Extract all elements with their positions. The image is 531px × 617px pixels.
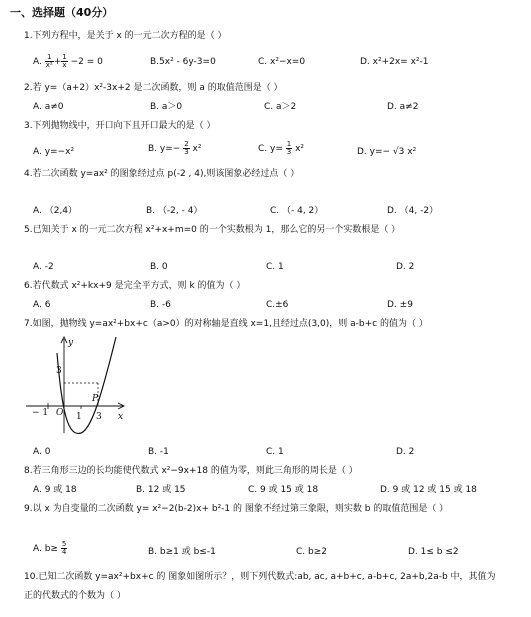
origin-label: O (56, 408, 64, 418)
question-1-option-d: D. x²+2x= x²-1 (360, 57, 429, 67)
question-7-option-a: A. 0 (33, 447, 51, 457)
question-3-option-c (258, 141, 304, 156)
question-5-option-c: C. 1 (266, 262, 284, 272)
question-2-stem: 2.若 y=（a+2）x²-3x+2 是二次函数，则 a 的取值范围是（ ） (24, 83, 283, 93)
question-3-option-b (148, 141, 201, 156)
question-4-option-b: B. （-2, - 4） (146, 206, 203, 216)
question-9-option-b: B. b≥1 或 b≤-1 (148, 547, 216, 557)
question-1-option-b: B.5x² - 6y-3=0 (150, 57, 216, 67)
option-c-prefix: C. y= (258, 144, 283, 154)
question-2-option-d: D. a≠2 (387, 102, 419, 112)
option-a-prefix: A. b≥ (33, 544, 58, 554)
question-1-option-a: A. $\frac{1}{\text{x²}}$ + $\frac{1}{x}$ −2 = 0 (33, 53, 103, 69)
question-6-option-d: D. ±9 (387, 300, 413, 310)
question-2-option-b: B. a＞0 (150, 102, 183, 112)
fraction-5-over-4: $\frac{5}{4}$ (61, 540, 67, 556)
fraction-1-over-x: $\frac{1}{x}$ (62, 53, 67, 69)
question-6-stem: 6.若代数式 x²+kx+9 是完全平方式，则 k 的值为（ ） (24, 281, 246, 291)
question-8-stem: 8.若三角形三边的长均能使代数式 x²−9x+18 的值为零，则此三角形的周长是（ ） (24, 466, 358, 476)
question-7-option-c: C. 1 (266, 447, 284, 457)
question-2-option-c: C. a＞2 (264, 102, 297, 112)
question-8-option-d: D. 9 或 12 或 15 或 18 (380, 485, 477, 495)
question-6-option-c: C.±6 (266, 300, 289, 310)
option-b-suffix: x² (192, 144, 202, 154)
question-8-option-c: C. 9 或 15 或 18 (248, 485, 319, 495)
question-7-option-b: B. -1 (148, 447, 169, 457)
question-9-option-c: C. b≥2 (296, 547, 327, 557)
question-1-stem: 1.下列方程中，是关于 x 的一元二次方程的是（ ） (24, 31, 227, 41)
question-6-option-b: B. -6 (150, 300, 171, 310)
option-c-suffix: x² (295, 144, 305, 154)
parabola-curve (57, 337, 116, 433)
question-9-option-a (33, 541, 67, 556)
question-8-option-a: A. 9 或 18 (33, 485, 77, 495)
x-one-label: 1 (76, 412, 82, 422)
fraction-1-over-x2: $\frac{1}{\text{x²}}$ (45, 53, 53, 69)
question-4-stem: 4.若二次函数 y=ax² 的图象经过点 p(-2 , 4),则该图象必经过点（ ） (24, 169, 300, 179)
y-axis-label: y (68, 338, 74, 348)
section-title: 一、选择题（40分） (10, 6, 114, 19)
question-1-option-c: C. x²−x=0 (258, 57, 306, 67)
question-10-stem-line-1: 10.已知二次函数 y=ax²+bx+c 的 图象如图所示？，则下列代数式:ab, ac, a+b+c, a-b+c, 2a+b,2a-b 中，其值为 (24, 572, 496, 582)
question-9-stem: 9.以 x 为自变量的二次函数 y= x²−2(b-2)x+ b²-1 的 图象不经过第三象限，则实数 b 的取值范围是（ ） (24, 504, 449, 514)
question-3-stem: 3.下列抛物线中，开口向下且开口最大的是（ ） (24, 121, 216, 131)
question-5-option-b: B. 0 (150, 262, 168, 272)
option-a-tail: −2 = 0 (70, 57, 103, 67)
parabola-graph (24, 333, 134, 437)
x-neg-one-label: − 1 (32, 408, 49, 418)
question-6-option-a: A. 6 (33, 300, 51, 310)
question-5-option-a: A. -2 (33, 262, 54, 272)
fraction-2-over-3: $\frac{2}{3}$ (184, 140, 189, 156)
point-p-label: P (92, 394, 99, 404)
question-4-option-d: D. （4, -2） (387, 206, 439, 216)
fraction-1-over-3: $\frac{1}{3}$ (286, 140, 292, 156)
question-5-option-d: D. 2 (396, 262, 415, 272)
question-7-stem: 7.如图，抛物线 y=ax²+bx+c（a>0）的对称轴是直线 x=1,且经过点(3,0)，则 a-b+c 的值为（ ） (24, 319, 428, 329)
x-three-label: 3 (96, 412, 102, 422)
option-a-label: A. (33, 57, 42, 67)
x-axis-label: x (118, 412, 124, 422)
question-7-option-d: D. 2 (396, 447, 415, 457)
question-2-option-a: A. a≠0 (33, 102, 64, 112)
option-b-prefix: B. y=− (148, 144, 181, 154)
y-three-label: 3 (56, 366, 62, 376)
question-3-option-d: D. y=− √3 x² (357, 147, 417, 157)
question-10-stem-line-2: 正的代数式的个数为（ ） (24, 591, 126, 601)
question-4-option-a: A. （2,4） (33, 206, 78, 216)
question-3-option-a: A. y=−x² (33, 147, 75, 157)
question-8-option-b: B. 12 或 15 (136, 485, 186, 495)
question-9-option-d: D. 1≤ b ≤2 (408, 547, 459, 557)
question-5-stem: 5.已知关于 x 的一元二次方程 x²+x+m=0 的一个实数根为 1，那么它的另一个实数根是（ ） (24, 225, 401, 235)
question-4-option-c: C. （- 4, 2） (270, 206, 324, 216)
